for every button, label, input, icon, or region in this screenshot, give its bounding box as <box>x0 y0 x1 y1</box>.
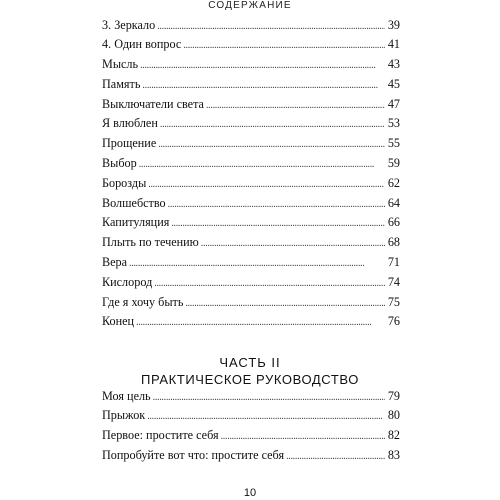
toc-entry-title: Волшебство <box>102 195 166 210</box>
toc-dot-leader <box>139 155 385 175</box>
toc-entry <box>102 233 400 253</box>
toc-entry-title: Прощение <box>102 136 157 151</box>
toc-entry-title: Прыжок <box>102 408 146 423</box>
toc-entry <box>102 194 400 214</box>
toc-entry-page: 75 <box>387 294 400 309</box>
toc-dot-leader <box>221 427 385 447</box>
toc-entry-title: Память <box>102 76 141 91</box>
toc-entry-page: 53 <box>387 116 400 131</box>
toc-dot-leader <box>183 36 385 56</box>
toc-entry-title: Мысль <box>102 57 139 72</box>
toc-entry-page: 66 <box>387 215 400 230</box>
toc-dot-leader <box>157 17 385 37</box>
toc-entry <box>102 134 400 154</box>
toc-dot-leader <box>140 56 385 76</box>
toc-entry <box>102 312 400 332</box>
toc-entry-page: 59 <box>387 156 400 171</box>
toc-entry <box>102 273 400 293</box>
toc-entry <box>102 446 400 466</box>
toc-dot-leader <box>154 274 385 294</box>
toc-entry <box>102 95 400 115</box>
toc-dot-leader <box>147 407 385 427</box>
toc-entry <box>102 387 400 407</box>
toc-entry <box>102 426 400 446</box>
toc-dot-leader <box>286 447 385 467</box>
toc-dot-leader <box>206 96 385 116</box>
toc-dot-leader <box>171 214 384 234</box>
toc-dot-leader <box>148 175 385 195</box>
toc-dot-leader <box>158 135 385 155</box>
toc-entry-title: Конец <box>102 314 135 329</box>
toc-entry-title: Первое: простите себя <box>102 428 219 443</box>
toc-entry-page: 39 <box>387 17 400 32</box>
toc-entry-page: 74 <box>387 274 400 289</box>
toc-entry <box>102 35 400 55</box>
running-header: СОДЕРЖАНИЕ <box>208 0 292 11</box>
toc-dot-leader <box>168 195 385 215</box>
toc-entry-title: Выключатели света <box>102 96 204 111</box>
toc-dot-leader <box>160 115 385 135</box>
toc-entry-page: 83 <box>387 447 400 462</box>
toc-entry <box>102 406 400 426</box>
toc-dot-leader <box>136 313 385 333</box>
toc-entry-title: Борозды <box>102 175 147 190</box>
toc-dot-leader <box>185 294 384 314</box>
page-number: 10 <box>243 487 257 499</box>
toc-entry <box>102 75 400 95</box>
part-number-heading: ЧАСТЬ II <box>219 355 281 370</box>
toc-dot-leader <box>142 76 384 96</box>
toc-entry <box>102 55 400 75</box>
toc-entry-title: Попробуйте вот что: простите себя <box>102 447 285 462</box>
part-title-heading: ПРАКТИЧЕСКОЕ РУКОВОДСТВО <box>141 372 359 387</box>
toc-entry-page: 55 <box>387 136 400 151</box>
toc-entry-title: Я влюблен <box>102 116 158 131</box>
toc-entry-page: 41 <box>387 37 400 52</box>
toc-entry-title: 4. Один вопрос <box>102 37 182 52</box>
toc-dot-leader <box>201 234 385 254</box>
toc-entry-page: 76 <box>387 314 400 329</box>
toc-entry-title: Моя цель <box>102 388 151 403</box>
toc-entry <box>102 213 400 233</box>
toc-list-part-2 <box>102 387 400 466</box>
toc-entry-page: 80 <box>387 408 400 423</box>
toc-dot-leader <box>153 388 385 408</box>
toc-list-part-1 <box>102 16 400 333</box>
toc-entry <box>102 114 400 134</box>
toc-entry-title: Где я хочу быть <box>102 294 184 309</box>
toc-entry <box>102 293 400 313</box>
toc-entry-title: 3. Зеркало <box>102 17 156 32</box>
toc-entry <box>102 253 400 273</box>
toc-entry <box>102 154 400 174</box>
toc-entry-page: 47 <box>387 96 400 111</box>
toc-entry-page: 45 <box>387 76 400 91</box>
toc-entry-page: 68 <box>387 235 400 250</box>
toc-entry-title: Выбор <box>102 156 137 171</box>
toc-entry-title: Плыть по течению <box>102 235 199 250</box>
toc-dot-leader <box>129 254 385 274</box>
toc-entry-page: 71 <box>387 255 400 270</box>
toc-entry <box>102 174 400 194</box>
toc-entry-page: 82 <box>387 428 400 443</box>
toc-entry-title: Кислород <box>102 274 153 289</box>
toc-entry-title: Капитуляция <box>102 215 170 230</box>
toc-entry-page: 64 <box>387 195 400 210</box>
toc-entry-page: 62 <box>387 175 400 190</box>
toc-entry <box>102 16 400 36</box>
toc-entry-page: 79 <box>387 388 400 403</box>
toc-entry-title: Вера <box>102 255 128 270</box>
toc-entry-page: 43 <box>387 57 400 72</box>
